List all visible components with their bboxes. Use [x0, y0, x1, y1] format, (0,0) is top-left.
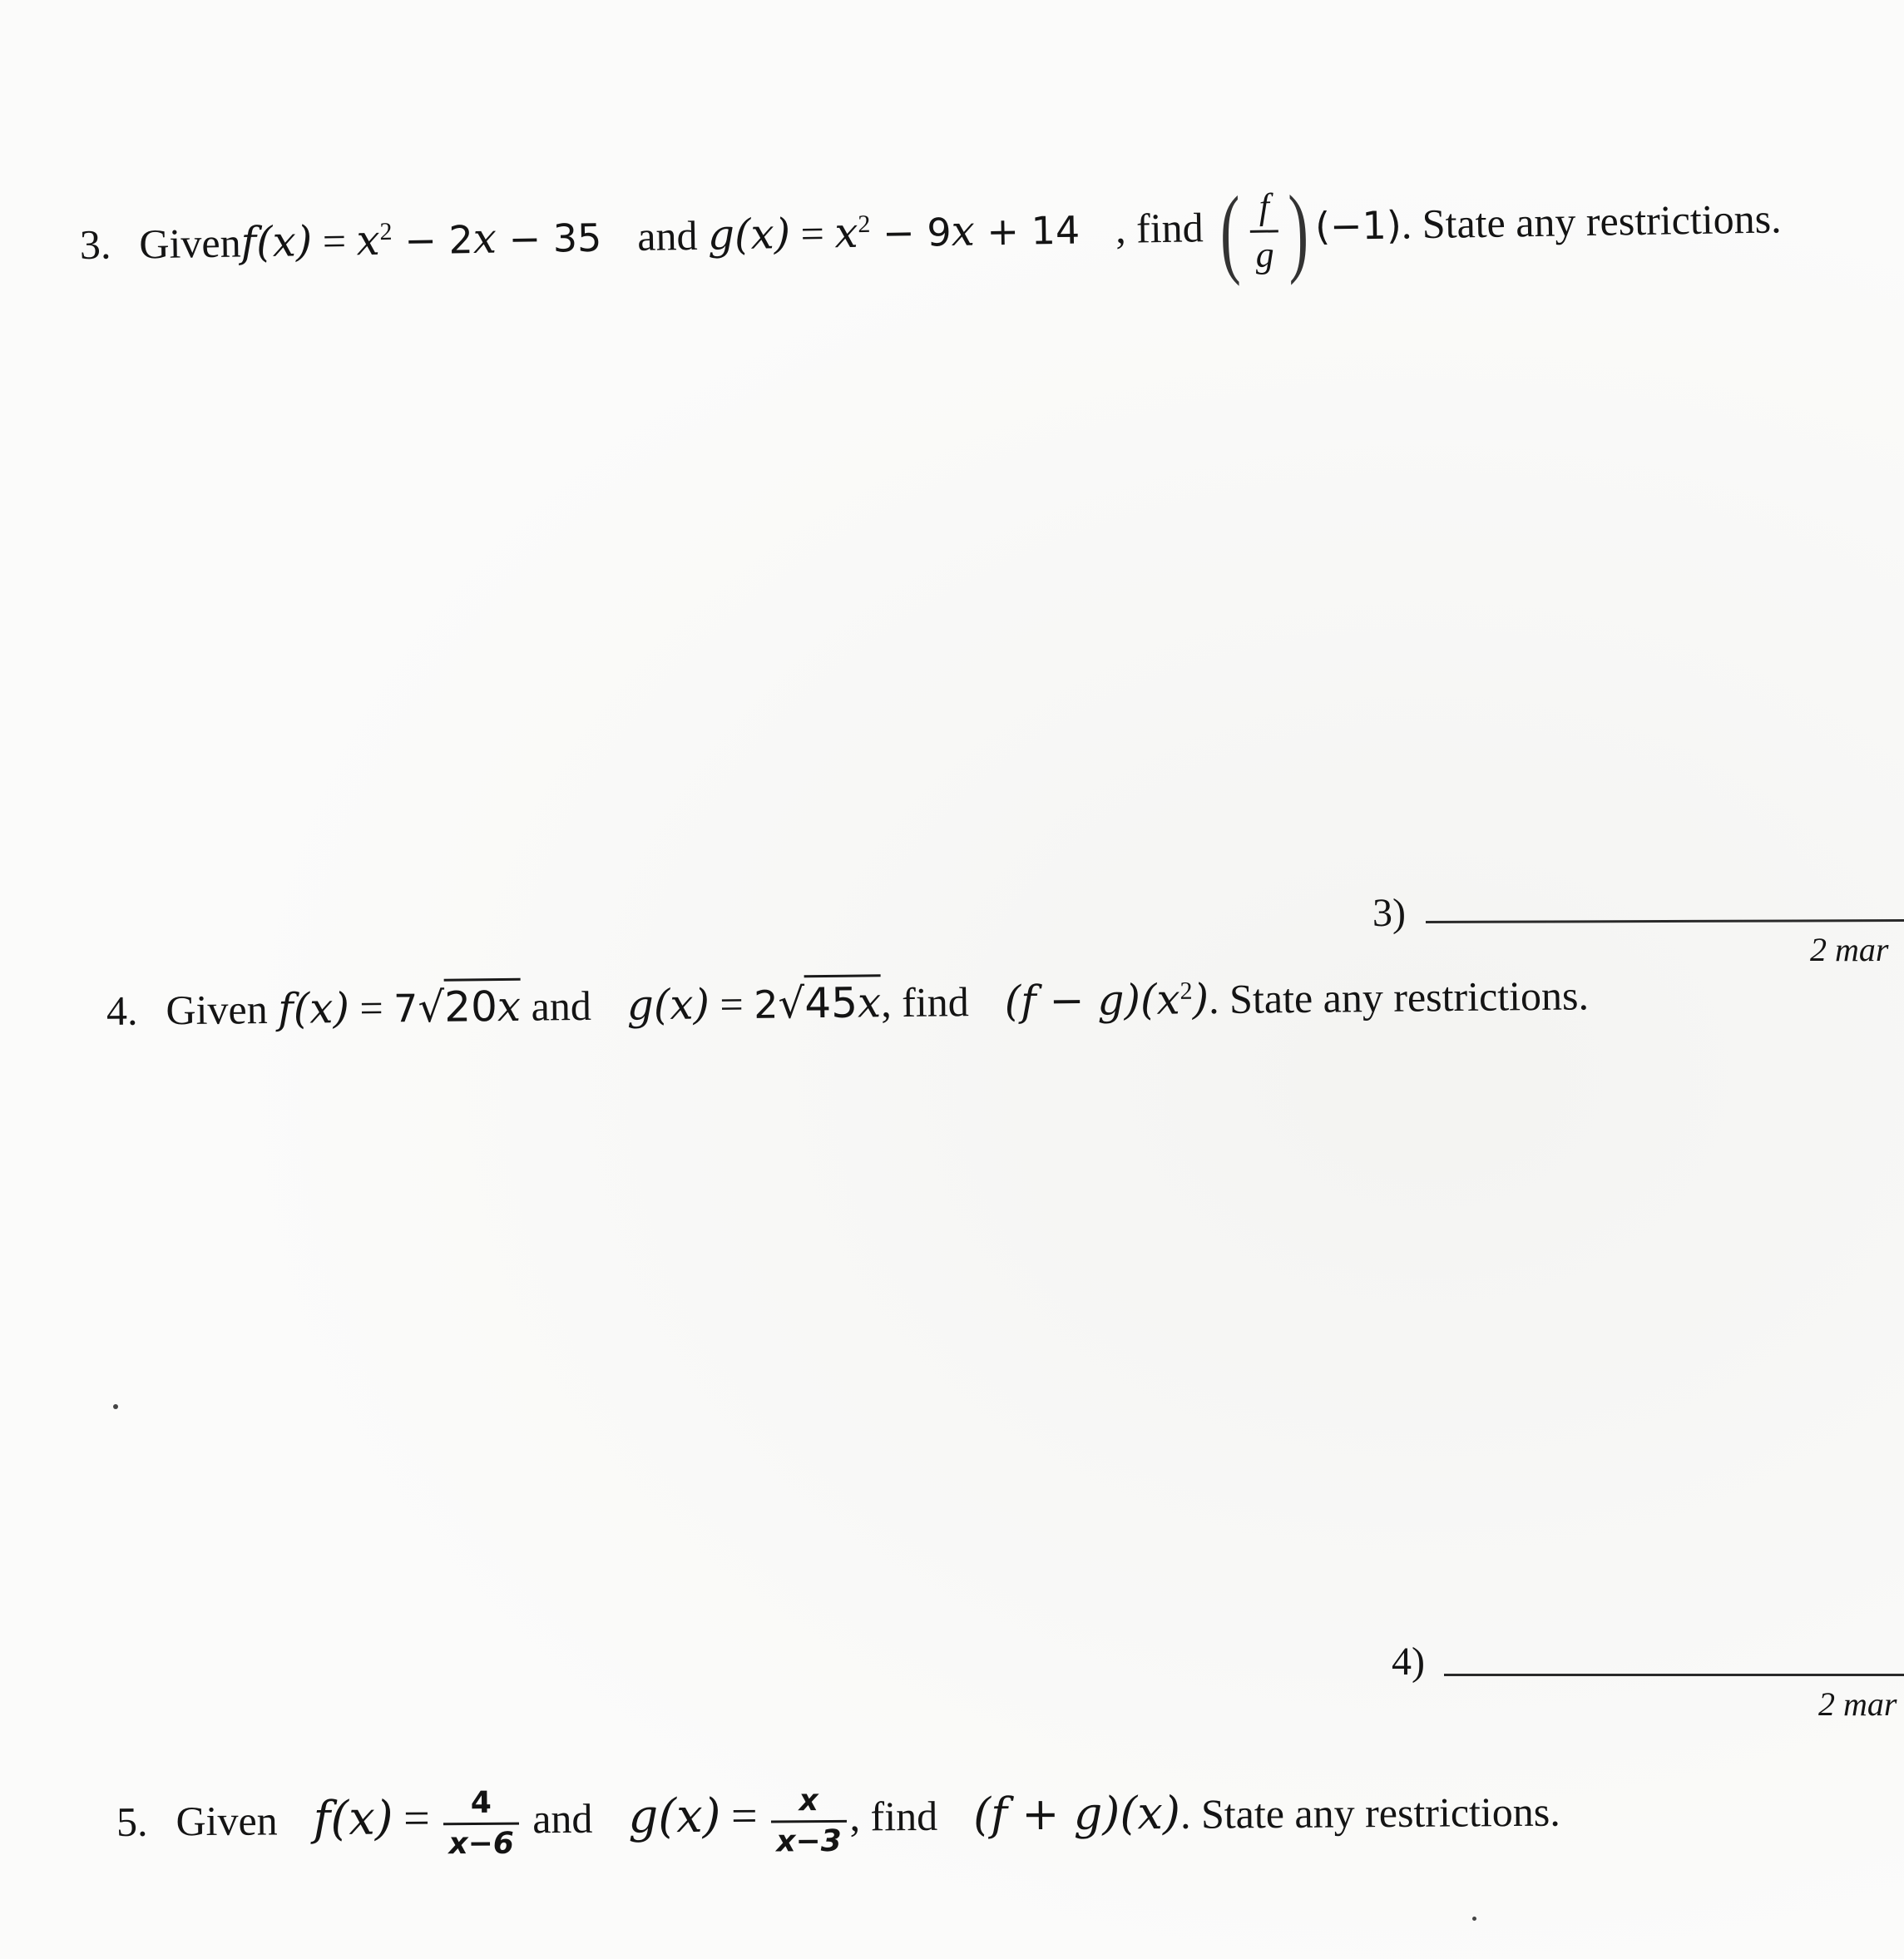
g-exponent: 2 [858, 210, 871, 239]
stray-mark [113, 1404, 118, 1409]
question-3 [79, 173, 1783, 299]
equals-sign: = [403, 1793, 430, 1845]
right-paren: ) [1288, 174, 1310, 286]
and-text: and [636, 211, 698, 260]
f-term-b: − 2 [392, 217, 474, 264]
equals-sign: = [800, 210, 825, 257]
expression-exponent: 2 [1179, 977, 1193, 1005]
and-text: and [531, 982, 592, 1030]
f-lhs: f(x) [240, 217, 313, 267]
find-text: , find [880, 978, 970, 1026]
f-exponent: 2 [379, 217, 393, 246]
f-coefficient: 7 [393, 986, 418, 1031]
fraction-numerator: 4 [470, 1785, 492, 1821]
radicand-number: 45 [804, 978, 858, 1028]
g-term-c: + 14 [974, 207, 1081, 255]
g-term-x2: x [951, 206, 976, 256]
radicand-variable: x [857, 978, 882, 1027]
g-fraction [771, 1785, 847, 1858]
question-number: 3. [79, 220, 111, 269]
equals-sign: = [720, 980, 744, 1028]
stray-mark [1472, 1917, 1476, 1921]
fraction-denominator: g [1255, 233, 1275, 275]
f-lhs: f(x) [277, 983, 350, 1033]
radicand [444, 978, 521, 1031]
f-fraction [443, 1785, 519, 1862]
composite-expression: (f + g)(x) [972, 1786, 1181, 1841]
equals-sign: = [359, 984, 383, 1031]
question-number: 5. [116, 1798, 148, 1845]
g-lhs: g(x) [628, 1788, 721, 1844]
g-term-b: − 9 [870, 210, 952, 256]
g-term-x: x [833, 208, 859, 258]
fraction-numerator: x [799, 1783, 818, 1818]
given-text: Given [176, 1797, 278, 1845]
expression-close: ) [1192, 975, 1209, 1024]
radicand-variable: x [497, 982, 522, 1031]
f-term-x2: x [472, 214, 497, 264]
find-text: , find [1115, 204, 1204, 252]
answer-line[interactable] [1444, 1674, 1904, 1676]
g-lhs: g(x) [707, 210, 791, 260]
fraction-bar [771, 1820, 846, 1823]
question-number: 4. [106, 987, 138, 1034]
radicand [804, 974, 881, 1027]
f-lhs: f(x) [313, 1791, 393, 1847]
instruction-text: . State any restrictions. [1208, 972, 1590, 1023]
g-coefficient: 2 [753, 982, 779, 1027]
f-term-x: x [356, 215, 381, 265]
answer-label: 3) [1372, 891, 1406, 935]
marks-text: 2 mar [1810, 931, 1889, 968]
marks-text: 2 mar [1818, 1685, 1897, 1723]
f-term-c: − 35 [496, 215, 602, 262]
question-5 [116, 1780, 1560, 1863]
fraction-denominator: x−6 [448, 1826, 515, 1862]
question-4 [106, 972, 1590, 1034]
fraction-denominator: x−3 [776, 1823, 842, 1859]
find-text: , find [849, 1792, 938, 1840]
argument: (−1) [1314, 202, 1402, 250]
given-text: Given [166, 985, 268, 1034]
equals-sign: = [322, 217, 347, 265]
fraction-bar [1250, 230, 1278, 233]
f-square-root [418, 982, 522, 1032]
radicand-number: 20 [443, 982, 498, 1031]
g-lhs: g(x) [626, 980, 710, 1030]
instruction-text: . State any restrictions. [1401, 195, 1782, 248]
answer-label: 4) [1392, 1640, 1425, 1684]
fraction-bar [443, 1822, 518, 1825]
left-paren: ( [1219, 176, 1242, 287]
composite-expression: (f − g)(x [1004, 975, 1180, 1026]
given-text: Given [138, 219, 242, 268]
g-square-root [778, 978, 882, 1028]
radical-sign: √ [778, 979, 805, 1028]
fraction-numerator: f [1259, 186, 1270, 228]
f-over-g-fraction [1249, 188, 1279, 275]
instruction-text: . State any restrictions. [1179, 1788, 1560, 1838]
and-text: and [532, 1794, 593, 1843]
equals-sign: = [730, 1790, 758, 1843]
radical-sign: √ [418, 982, 445, 1032]
answer-line[interactable] [1426, 919, 1904, 923]
